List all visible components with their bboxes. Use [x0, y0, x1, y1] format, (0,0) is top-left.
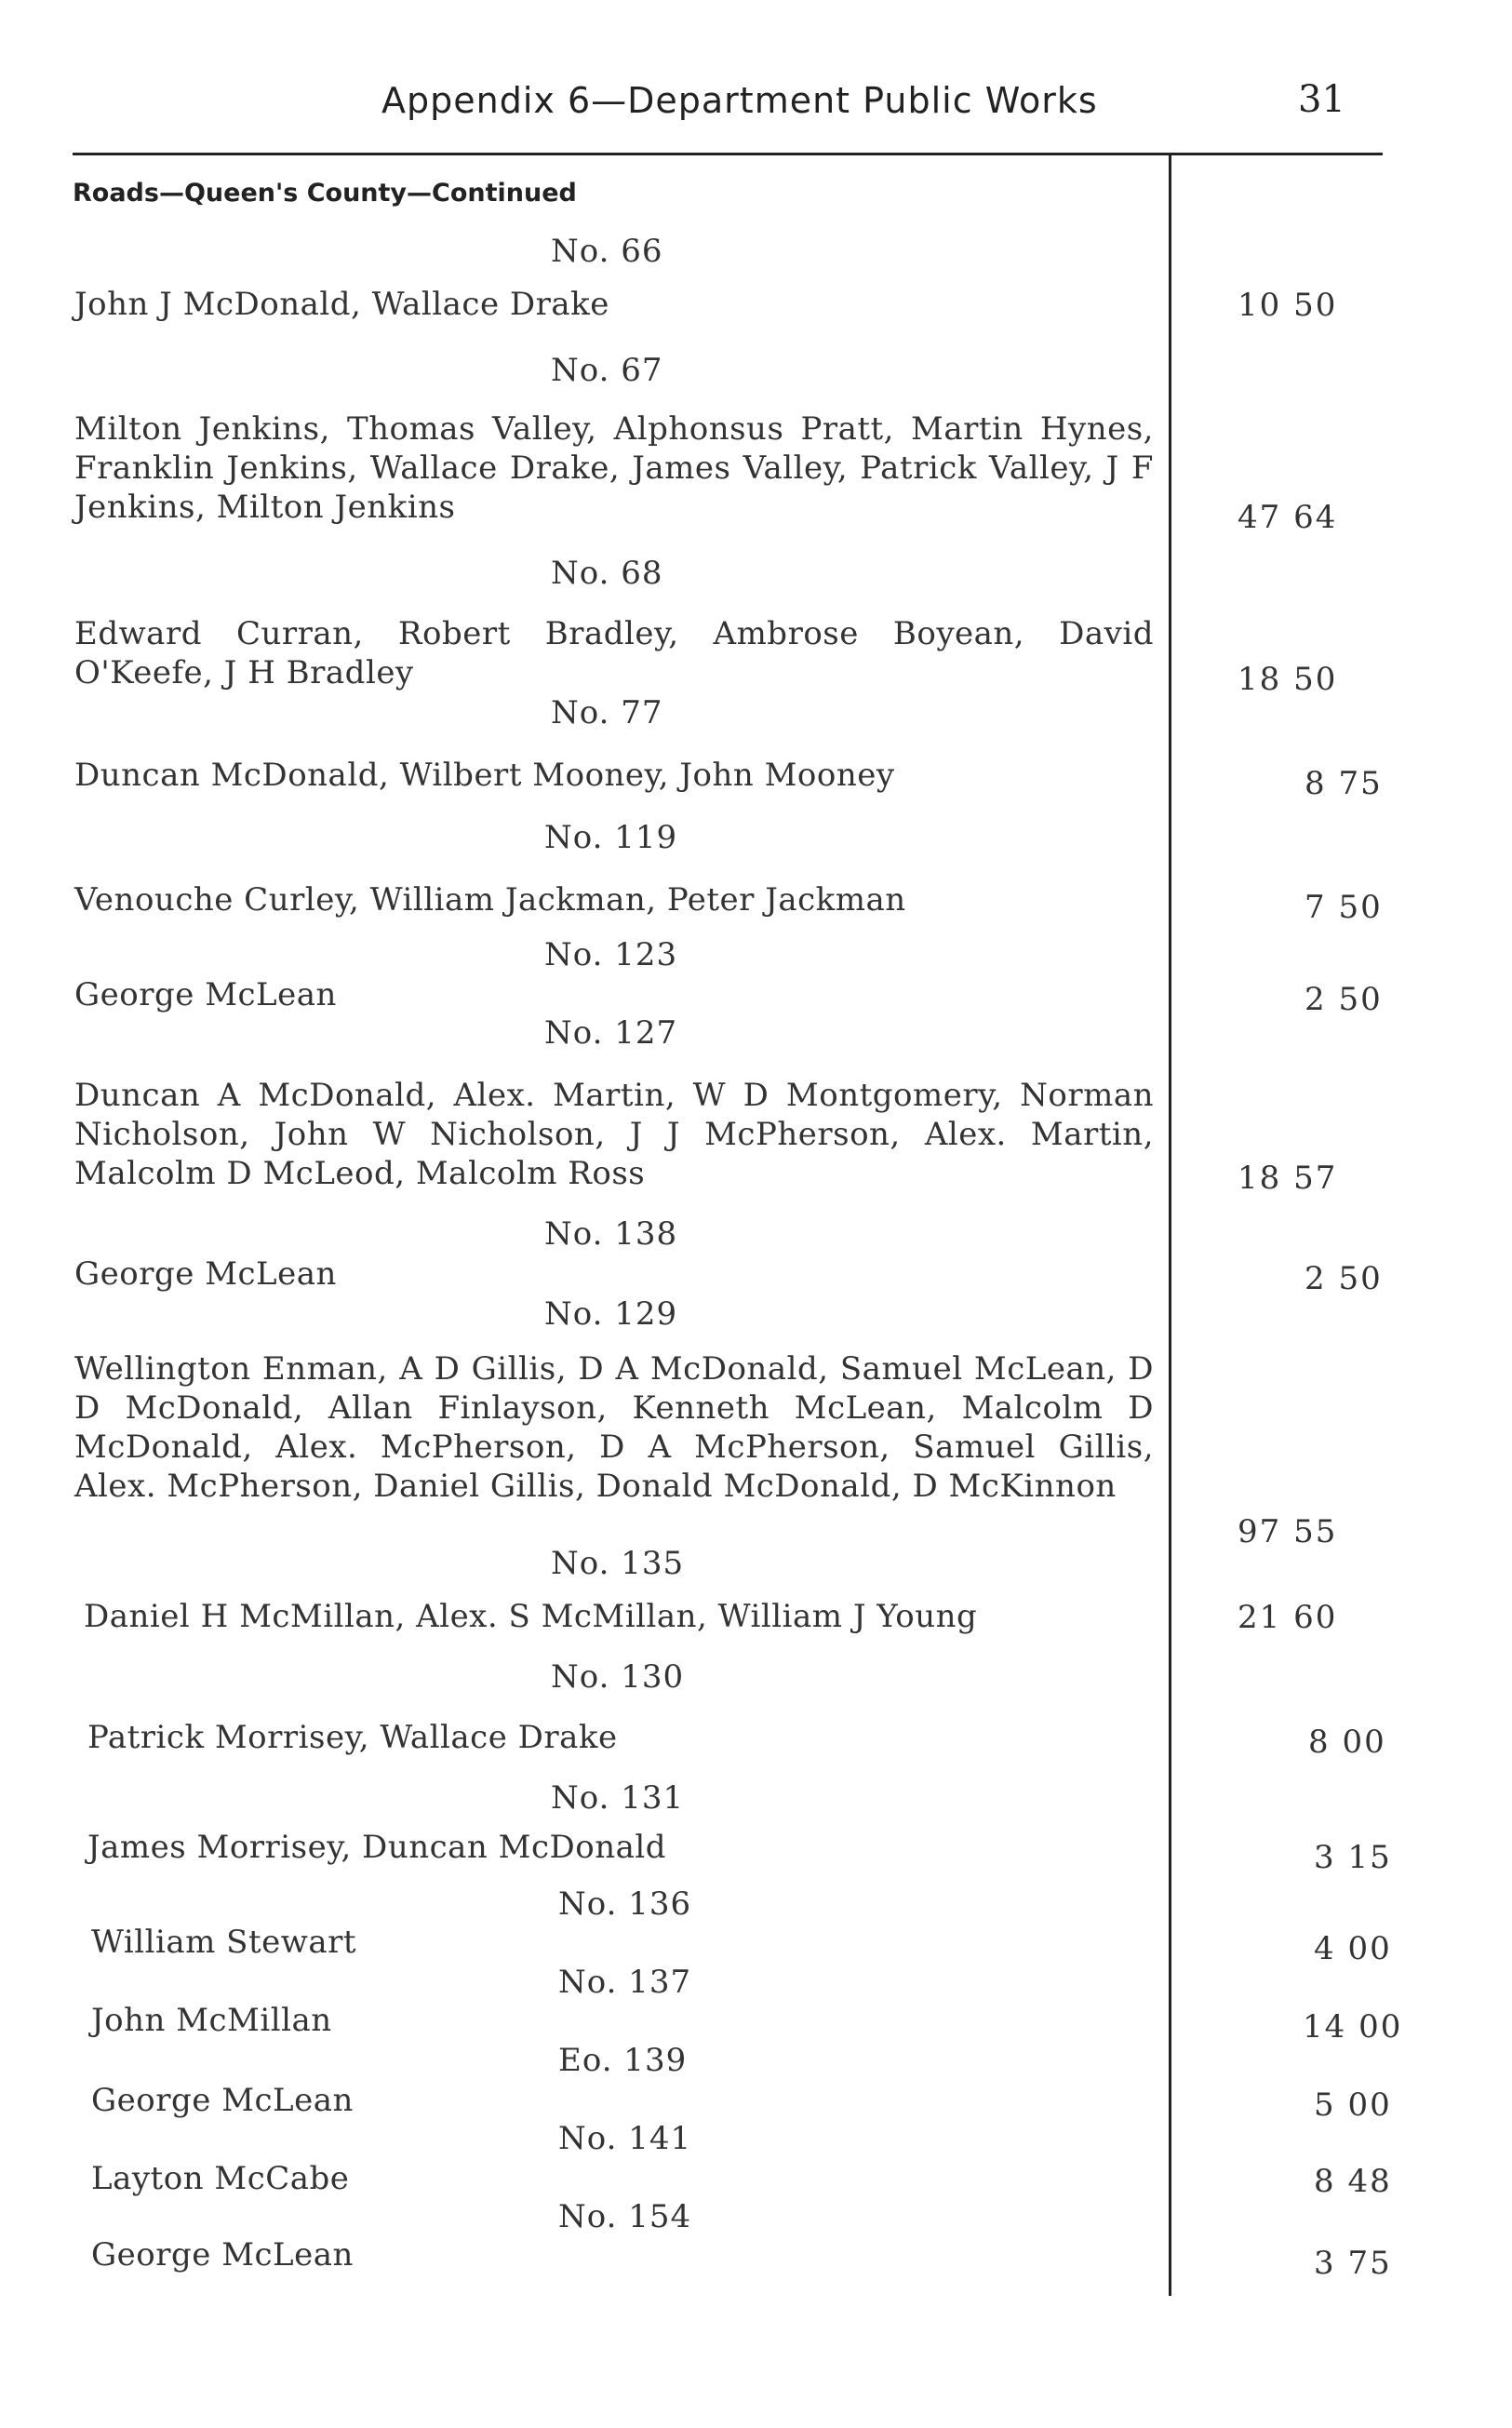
contractor-names: Daniel H McMillan, Alex. S McMillan, William J Young — [84, 1598, 978, 1635]
amount: 3 15 — [1314, 1839, 1392, 1876]
amount-column-rule — [1169, 153, 1171, 2296]
road-number: No. 67 — [551, 352, 663, 389]
contractor-names: Patrick Morrisey, Wallace Drake — [87, 1719, 618, 1756]
road-number: No. 119 — [544, 819, 678, 856]
road-number: No. 131 — [551, 1779, 685, 1817]
amount: 3 75 — [1314, 2245, 1392, 2282]
contractor-names: John J McDonald, Wallace Drake — [74, 286, 609, 323]
amount: 2 50 — [1305, 981, 1383, 1018]
contractor-names: Venouche Curley, William Jackman, Peter Jackman — [74, 881, 906, 919]
road-number: No. 138 — [544, 1215, 678, 1253]
amount: 7 50 — [1305, 889, 1383, 926]
amount: 47 64 — [1238, 499, 1338, 536]
road-number: No. 154 — [558, 2198, 692, 2235]
contractor-names: George McLean — [91, 2236, 354, 2274]
amount: 8 75 — [1305, 765, 1383, 802]
page-number: 31 — [1298, 78, 1345, 121]
contractor-names: Layton McCabe — [91, 2160, 350, 2197]
road-number: No. 137 — [558, 1964, 692, 2001]
road-number: No. 136 — [558, 1885, 692, 1923]
road-number: Eo. 139 — [558, 2042, 688, 2079]
contractor-names: George McLean — [74, 976, 337, 1013]
road-number: No. 77 — [551, 694, 663, 731]
road-number: No. 66 — [551, 233, 663, 270]
road-number: No. 127 — [544, 1014, 678, 1052]
section-heading: Roads—Queen's County—Continued — [73, 179, 577, 208]
amount: 14 00 — [1303, 2008, 1403, 2046]
contractor-names: George McLean — [91, 2082, 354, 2119]
amount: 4 00 — [1314, 1930, 1392, 1967]
amount: 18 50 — [1238, 661, 1338, 698]
contractor-names: William Stewart — [91, 1924, 357, 1961]
contractor-names: Duncan A McDonald, Alex. Martin, W D Montgomery, Norman Nicholson, John W Nicholson, J J McPherson, Alex. Martin, Malcolm D McLeod, Malcolm Ross — [74, 1077, 1154, 1192]
road-number: No. 135 — [551, 1545, 685, 1582]
contractor-names: Milton Jenkins, Thomas Valley, Alphonsus Pratt, Martin Hynes, Franklin Jenkins, Wallace Drake, James Valley, Patrick Valley, J F Jenkins, Milton Jenkins — [74, 410, 1154, 526]
header-rule — [73, 153, 1383, 155]
amount: 8 48 — [1314, 2163, 1392, 2200]
contractor-names: James Morrisey, Duncan McDonald — [87, 1829, 667, 1866]
road-number: No. 130 — [551, 1658, 685, 1696]
amount: 97 55 — [1238, 1513, 1338, 1550]
amount: 10 50 — [1238, 287, 1338, 324]
contractor-names: Wellington Enman, A D Gillis, D A McDonald, Samuel McLean, D D McDonald, Allan Finlayson, Kenneth McLean, Malcolm D McDonald, Alex. McPherson, D A McPherson, Samuel Gillis, Alex. McPherson, Daniel Gillis, Donald McDonald, D McKinnon — [74, 1350, 1154, 1505]
amount: 2 50 — [1305, 1260, 1383, 1297]
road-number: No. 68 — [551, 555, 663, 592]
contractor-names: Duncan McDonald, Wilbert Mooney, John Mooney — [74, 757, 895, 794]
road-number: No. 123 — [544, 936, 678, 973]
contractor-names: George McLean — [74, 1255, 337, 1293]
road-number: No. 141 — [558, 2120, 692, 2157]
amount: 21 60 — [1238, 1599, 1338, 1636]
page-header-title: Appendix 6—Department Public Works — [381, 80, 1098, 121]
amount: 5 00 — [1314, 2086, 1392, 2124]
road-number: No. 129 — [544, 1295, 678, 1333]
amount: 8 00 — [1308, 1724, 1386, 1761]
contractor-names: John McMillan — [91, 2002, 332, 2039]
contractor-names: Edward Curran, Robert Bradley, Ambrose Boyean, David O'Keefe, J H Bradley — [74, 615, 1154, 691]
amount: 18 57 — [1238, 1160, 1338, 1197]
